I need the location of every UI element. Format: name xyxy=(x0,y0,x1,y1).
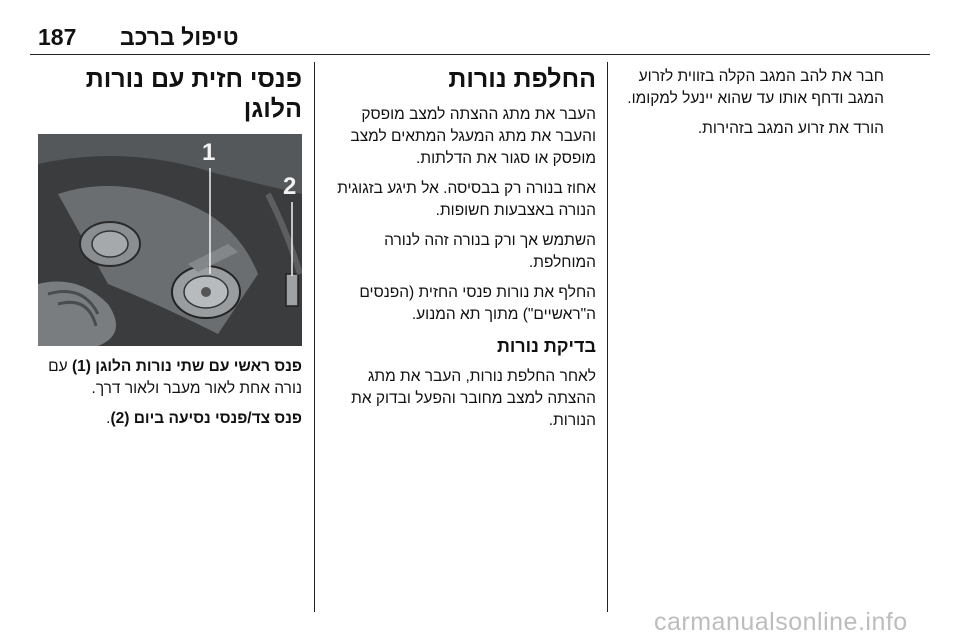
caption-headlamp xyxy=(30,356,302,400)
column-left xyxy=(30,64,302,438)
caption-text: . xyxy=(106,410,111,427)
paragraph: העבר את מתג ההצתה למצב מופסק והעבר את מתג המעגל המתאים למצב מופסק או סגור את הדלתות. xyxy=(350,106,596,167)
column-divider-right xyxy=(607,62,608,612)
watermark: carmanualsonline.info xyxy=(654,608,908,636)
paragraph: אחוז בנורה רק בבסיסה. אל תיגע בזגוגית הנורה באצבעות חשופות. xyxy=(337,180,596,219)
headlamp-illustration xyxy=(38,134,302,346)
subheading: בדיקת נורות xyxy=(496,336,596,356)
figure-callout-1: 1 xyxy=(202,139,216,166)
paragraph: החלף את נורות פנסי החזית (הפנסים ה"ראשיים") מתוך תא המנוע. xyxy=(359,284,596,323)
section-title: טיפול ברכב xyxy=(120,24,239,50)
column-divider-left xyxy=(314,62,315,612)
caption-sidelamp xyxy=(30,408,302,430)
column-middle xyxy=(330,64,596,440)
figure-callout-2: 2 xyxy=(283,173,297,200)
paragraph: הורד את זרוע המגב בזהירות. xyxy=(697,120,884,137)
paragraph: חבר את להב המגב הקלה בזווית לזרוע המגב ודחף אותו עד שהוא יינעל למקומו. xyxy=(627,68,884,107)
headlamp-figure xyxy=(38,134,302,346)
page-header xyxy=(30,18,930,55)
page-number: 187 xyxy=(38,24,77,50)
column-right xyxy=(622,66,884,148)
section-heading: החלפת נורות xyxy=(448,65,596,93)
paragraph: השתמש אך ורק בנורה זהה לנורה המוחלפת. xyxy=(384,232,596,271)
paragraph: לאחר החלפת נורות, העבר את מתג ההצתה למצב מחובר והפעל ובדוק את הנורות. xyxy=(351,368,596,429)
caption-text: עם נורה אחת לאור מעבר ולאור דרך. xyxy=(48,358,302,397)
caption-bold: פנס ראשי עם שתי נורות הלוגן (1) xyxy=(72,358,302,375)
caption-bold: פנס צד/פנסי נסיעה ביום (2) xyxy=(110,410,302,427)
section-heading: פנסי חזית עם נורות הלוגן xyxy=(85,65,302,123)
